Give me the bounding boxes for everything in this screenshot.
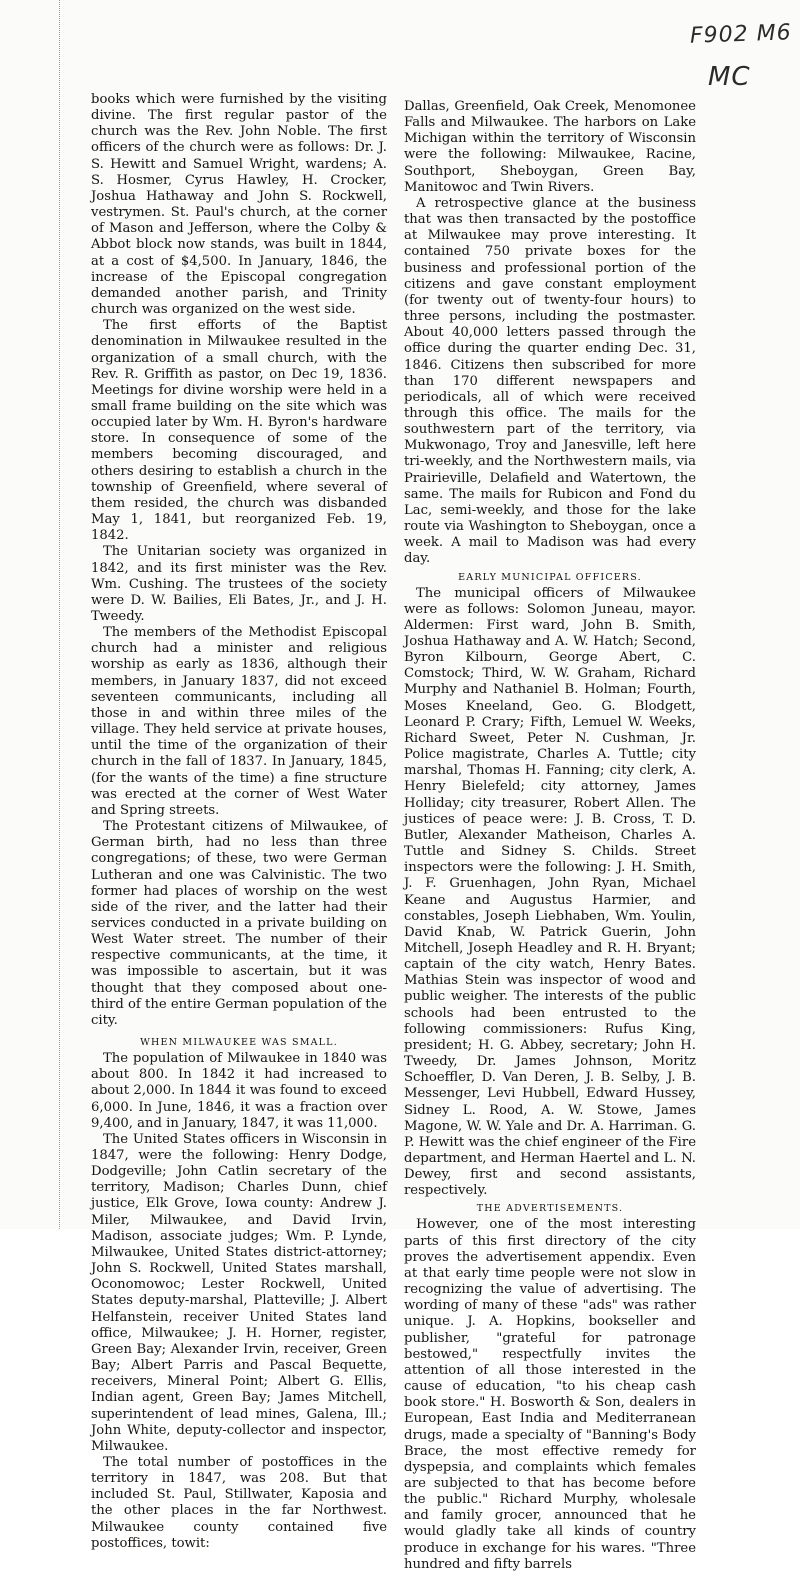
paragraph: The Protestant citizens of Milwaukee, of German birth, had no less than three congregations; of these, two were German Lutheran and one was Calvinistic. The two former had places of worship on the west side of the river, and the latter had their services conducted in a private building on West Water street. The number of their respective communicants, at the time, it was impossible to ascertain, but it was thought that they composed about one-third of the entire German population of the city. (91, 819, 387, 1028)
left-column (91, 92, 387, 1552)
paragraph: However, one of the most interesting parts of this first directory of the city proves the advertisement appendix. Even at that early time people were not slow in recognizing the value of advertising. The wording of many of these "ads" was rather unique. J. A. Hopkins, bookseller and publisher, "grateful for patronage bestowed," respectfully invites the attention of all those interested in the cause of education, "to his cheap cash book store." H. Bosworth & Son, dealers in European, East India and Mediterranean drugs, made a specialty of "Banning's Body Brace, the most effective remedy for dyspepsia, and complaints which females are subjected to that has become before the public." Richard Murphy, wholesale and family grocer, announced that he would gladly take all kinds of country produce in exchange for his wares. "Three hundred and fifty barrels (404, 1217, 696, 1572)
paragraph: Dallas, Greenfield, Oak Creek, Menomonee Falls and Milwaukee. The harbors on Lake Michigan within the territory of Wisconsin were the following: Milwaukee, Racine, Southport, Sheboygan, Green Bay, Manitowoc and Twin Rivers. (404, 99, 696, 195)
paragraph: The municipal officers of Milwaukee were as follows: Solomon Juneau, mayor. Aldermen: First ward, John B. Smith, Joshua Hathaway and A. W. Hatch; Second, Byron Kilbourn, George Abert, C. Comstock; Third, W. W. Graham, Richard Murphy and Nathaniel B. Holman; Fourth, Moses Kneeland, Geo. G. Blodgett, Leonard P. Crary; Fifth, Lemuel W. Weeks, Richard Sweet, Peter N. Cushman, Jr. Police magistrate, Charles A. Tuttle; city marshal, Thomas H. Fanning; city clerk, A. Henry Bielefeld; city attorney, James Holliday; city treasurer, Robert Allen. The justices of peace were: J. B. Cross, T. D. Butler, Alexander Matheison, Charles A. Tuttle and Sidney S. Childs. Street inspectors were the following: J. H. Smith, J. F. Gruenhagen, John Ryan, Michael Keane and Augustus Harmier, and constables, Joseph Liebhaben, Wm. Youlin, David Knab, W. Patrick Guerin, John Mitchell, Joseph Headley and R. H. Bryant; captain of the city watch, Henry Bates. Mathias Stein was inspector of wood and public weigher. The interests of the public schools had been entrusted to the following commissioners: Rufus King, president; H. G. Abbey, secretary; John H. Tweedy, Dr. James Johnson, Moritz Schoeffler, D. Van Deren, J. B. Selby, J. B. Messenger, Levi Hubbell, Edward Hussey, Sidney L. Rood, A. W. Stowe, James Magone, W. W. Yale and Dr. A. Harriman. G. P. Hewitt was the chief engineer of the Fire department, and Herman Haertel and L. N. Dewey, first and second assistants, respectively. (404, 585, 696, 1199)
section-heading: THE ADVERTISEMENTS. (476, 1203, 624, 1215)
paragraph: The population of Milwaukee in 1840 was about 800. In 1842 it had increased to about 2,000. In 1844 it was found to exceed 6,000. In June, 1846, it was a fraction over 9,400, and in January, 1847, it was 11,000. (91, 1051, 387, 1131)
paragraph: The members of the Methodist Episcopal church had a minister and religious worship as early as 1836, although their members, in January 1837, did not exceed seventeen communicants, including all those in and within three miles of the village. They held service at private houses, until the time of the organization of their church in the fall of 1837. In January, 1845, (for the wants of the time) a fine structure was erected at the corner of West Water and Spring streets. (91, 625, 387, 818)
paragraph: The total number of postoffices in the territory in 1847, was 208. But that included St. Paul, Stillwater, Kaposia and the other places in the far Northwest. Milwaukee county contained five postoffices, towit: (91, 1454, 387, 1551)
paragraph: The Unitarian society was organized in 1842, and its first minister was the Rev. Wm. Cushing. The trustees of the society were D. W. Bailies, Eli Bates, Jr., and J. H. Tweedy. (91, 544, 387, 624)
handwritten-catalog-code: F902 M6 (689, 20, 793, 49)
dotted-margin-line (59, 0, 60, 1229)
section-heading: WHEN MILWAUKEE WAS SMALL. (140, 1037, 338, 1049)
paragraph: books which were furnished by the visiting divine. The first regular pastor of the church was the Rev. John Noble. The first officers of the church were as follows: Dr. J. S. Hewitt and Samuel Wright, wardens; A. S. Hosmer, Cyrus Hawley, H. Crocker, Joshua Hathaway and John S. Rockwell, vestrymen. St. Paul's church, at the corner of Mason and Jefferson, where the Colby & Abbot block now stands, was built in 1844, at a cost of $4,500. In January, 1846, the increase of the Episcopal congregation demanded another parish, and Trinity church was organized on the west side. (91, 92, 387, 318)
right-column (404, 99, 696, 1573)
handwritten-initials: MC (708, 62, 751, 92)
paragraph: A retrospective glance at the business that was then transacted by the postoffice at Milwaukee may prove interesting. It contained 750 private boxes for the business and professional portion of the citizens and gave constant employment (for twenty out of twenty-four hours) to three persons, including the postmaster. About 40,000 letters passed through the office during the quarter ending Dec. 31, 1846. Citizens then subscribed for more than 170 different newspapers and periodicals, all of which were received through this office. The mails for the southwestern part of the territory, via Mukwonago, Troy and Janesville, left here tri-weekly, and the Northwestern mails, via Prairieville, Delafield and Watertown, the same. The mails for Rubicon and Fond du Lac, semi-weekly, and those for the lake route via Washington to Sheboygan, once a week. A mail to Madison was had every day. (404, 195, 696, 567)
paragraph: The first efforts of the Baptist denomination in Milwaukee resulted in the organization of a small church, with the Rev. R. Griffith as pastor, on Dec 19, 1836. Meetings for divine worship were held in a small frame building on the site which was occupied later by Wm. H. Byron's hardware store. In consequence of some of the members becoming discouraged, and others desiring to establish a church in the township of Greenfield, where several of them resided, the church was disbanded May 1, 1841, but reorganized Feb. 19, 1842. (91, 318, 387, 544)
section-heading: EARLY MUNICIPAL OFFICERS. (458, 571, 642, 583)
paragraph: The United States officers in Wisconsin in 1847, were the following: Henry Dodge, Dodgeville; John Catlin secretary of the territory, Madison; Charles Dunn, chief justice, Elk Grove, Iowa county: Andrew J. Miler, Milwaukee, and David Irvin, Madison, associate judges; Wm. P. Lynde, Milwaukee, United States district-attorney; John S. Rockwell, United States marshall, Oconomowoc; Lester Rockwell, United States deputy-marshal, Platteville; J. Albert Helfanstein, receiver United States land office, Milwaukee; J. H. Horner, register, Green Bay; Alexander Irvin, receiver, Green Bay; Albert Parris and Pascal Bequette, receivers, Mineral Point; Albert G. Ellis, Indian agent, Green Bay; James Mitchell, superintendent of lead mines, Galena, Ill.; John White, deputy-collector and inspector, Milwaukee. (91, 1131, 387, 1454)
